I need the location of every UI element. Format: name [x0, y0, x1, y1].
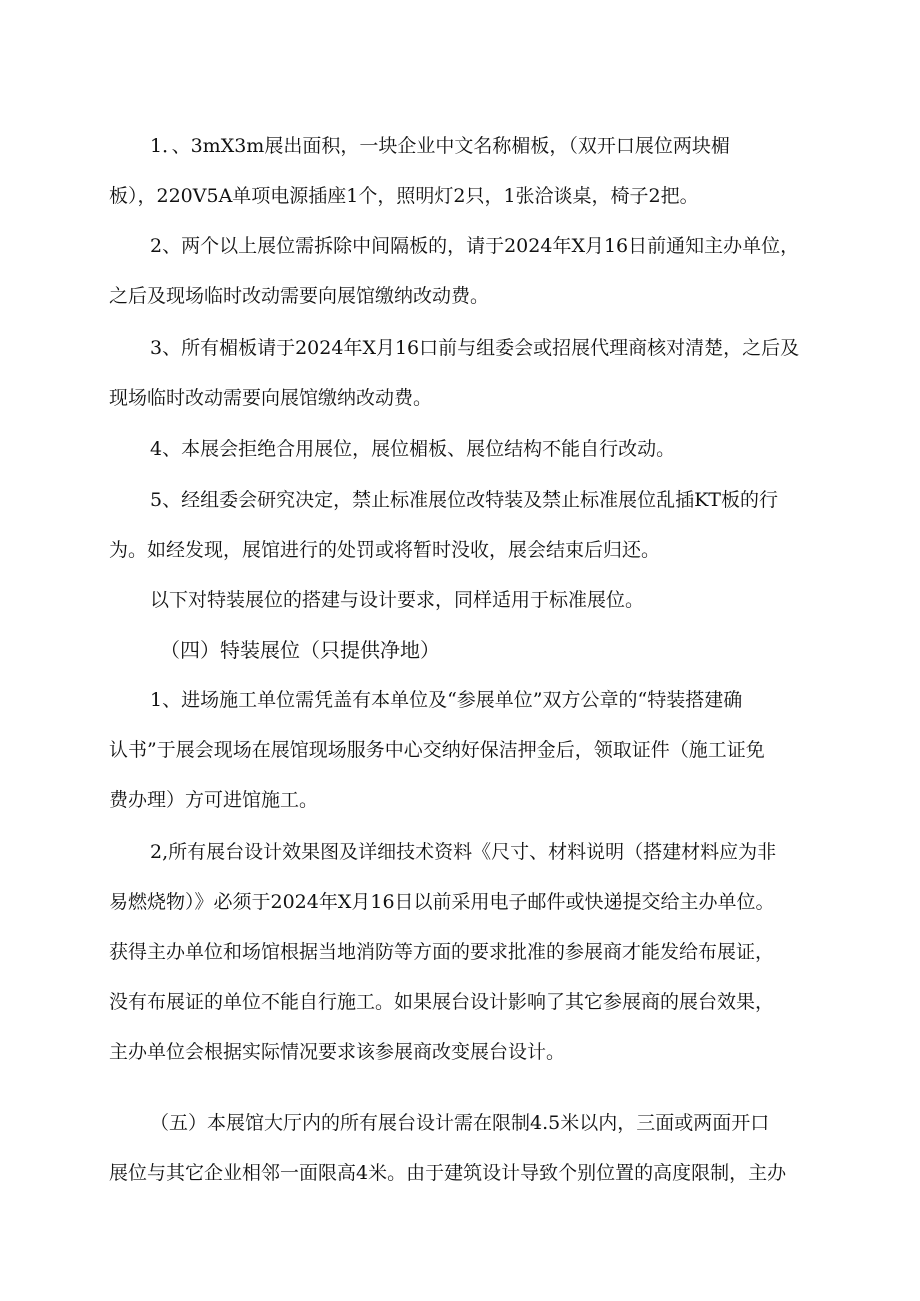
- sec4-item-1-line-3: 费办理）方可进馆施工。: [109, 789, 319, 811]
- sec4-item-2-line-2: 易燃烧物）》必须于2024年X月16日以前采用电子邮件或快递提交给主办单位。: [109, 891, 775, 913]
- item-1-line-1: 1．、3mX3m展出面积，一块企业中文名称楣板，（双开口展位两块楣: [150, 135, 730, 157]
- sec4-item-2-line-3: 获得主办单位和场馆根据当地消防等方面的要求批准的参展商才能发给布展证，: [109, 941, 775, 963]
- item-1-line-2: 板），220V5A单项电源插座1个，照明灯2只，1张洽谈桌，椅子2把。: [109, 185, 699, 207]
- sec4-item-1-line-1: 1、进场施工单位需凭盖有本单位及“参展单位”双方公章的“特装搭建确: [150, 689, 743, 711]
- section-heading-4: （四）特装展位（只提供净地）: [160, 638, 440, 662]
- item-2-line-1: 2、两个以上展位需拆除中间隔板的，请于2024年X月16日前通知主办单位，: [150, 235, 800, 257]
- section-5-line-2: 展位与其它企业相邻一面限高4米。由于建筑设计导致个别位置的高度限制，主办: [109, 1162, 787, 1184]
- intro-paragraph: 以下对特装展位的搭建与设计要求，同样适用于标准展位。: [150, 589, 645, 611]
- item-3-line-2: 现场临时改动需要向展馆缴纳改动费。: [109, 387, 433, 409]
- item-4-line-1: 4、本展会拒绝合用展位，展位楣板、展位结构不能自行改动。: [150, 438, 676, 460]
- sec4-item-2-line-1: 2,所有展台设计效果图及详细技术资料《尺寸、材料说明（搭建材料应为非: [150, 841, 777, 863]
- section-5-line-1: （五）本展馆大厅内的所有展台设计需在限制4.5米以内，三面或两面开口: [150, 1112, 770, 1134]
- sec4-item-2-line-4: 没有布展证的单位不能自行施工。如果展台设计影响了其它参展商的展台效果，: [109, 991, 775, 1013]
- item-5-line-2: 为。如经发现，展馆进行的处罚或将暂时没收，展会结束后归还。: [109, 539, 661, 561]
- sec4-item-1-line-2: 认书”于展会现场在展馆现场服务中心交纳好保洁押金后，领取证件（施工证免: [109, 739, 765, 761]
- sec4-item-2-line-5: 主办单位会根据实际情况要求该参展商改变展台设计。: [109, 1041, 566, 1063]
- item-2-line-2: 之后及现场临时改动需要向展馆缴纳改动费。: [109, 285, 490, 307]
- item-3-line-1: 3、所有楣板请于2024年X月16口前与组委会或招展代理商核对清楚，之后及: [150, 337, 800, 359]
- item-5-line-1: 5、经组委会研究决定，禁止标准展位改特装及禁止标准展位乱插KT板的行: [150, 489, 778, 511]
